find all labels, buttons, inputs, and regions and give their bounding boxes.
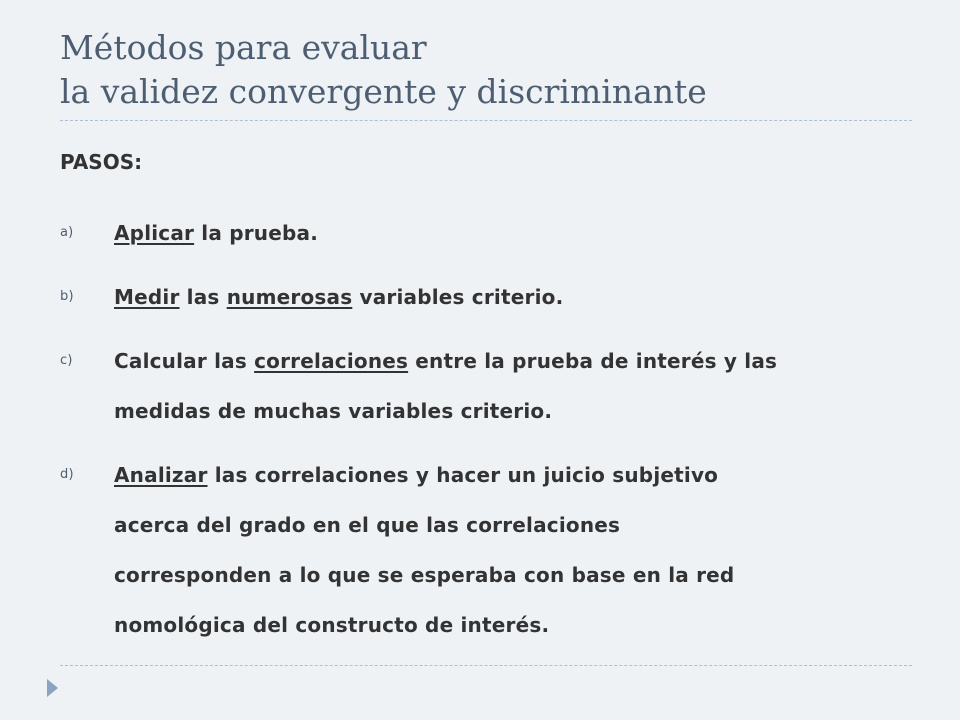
step-text: las correlaciones y hacer un juicio subjetivo <box>207 463 719 487</box>
triangle-arrow-icon <box>47 679 58 697</box>
step-text: corresponden a lo que se esperaba con base en la red <box>114 563 735 587</box>
step-d <box>60 450 920 650</box>
step-marker: d) <box>60 467 74 482</box>
step-marker: c) <box>60 353 73 368</box>
title-line-2: la validez convergente y discriminante <box>60 72 707 111</box>
step-keyword: Medir <box>114 285 180 309</box>
step-keyword: correlaciones <box>254 349 409 373</box>
step-text: las <box>179 285 227 309</box>
step-keyword: Analizar <box>114 463 208 487</box>
title-divider <box>60 120 912 121</box>
step-marker: a) <box>60 225 74 240</box>
step-text: acerca del grado en el que las correlaciones <box>114 513 621 537</box>
step-text: entre la prueba de interés y las <box>408 349 778 373</box>
step-text: Calcular las <box>114 349 255 373</box>
step-marker: b) <box>60 289 74 304</box>
slide-body <box>60 142 920 650</box>
step-text: variables criterio. <box>352 285 564 309</box>
step-c <box>60 336 920 436</box>
steps-heading: PASOS: <box>60 150 143 174</box>
step-keyword: Aplicar <box>114 221 195 245</box>
footer-divider <box>60 665 912 666</box>
title-line-1: Métodos para evaluar <box>60 28 427 67</box>
step-a <box>60 208 920 258</box>
step-b <box>60 272 920 322</box>
slide-title <box>60 26 920 114</box>
step-keyword: numerosas <box>226 285 353 309</box>
step-text: nomológica del constructo de interés. <box>114 613 550 637</box>
step-text: medidas de muchas variables criterio. <box>114 399 553 423</box>
step-text: la prueba. <box>194 221 318 245</box>
